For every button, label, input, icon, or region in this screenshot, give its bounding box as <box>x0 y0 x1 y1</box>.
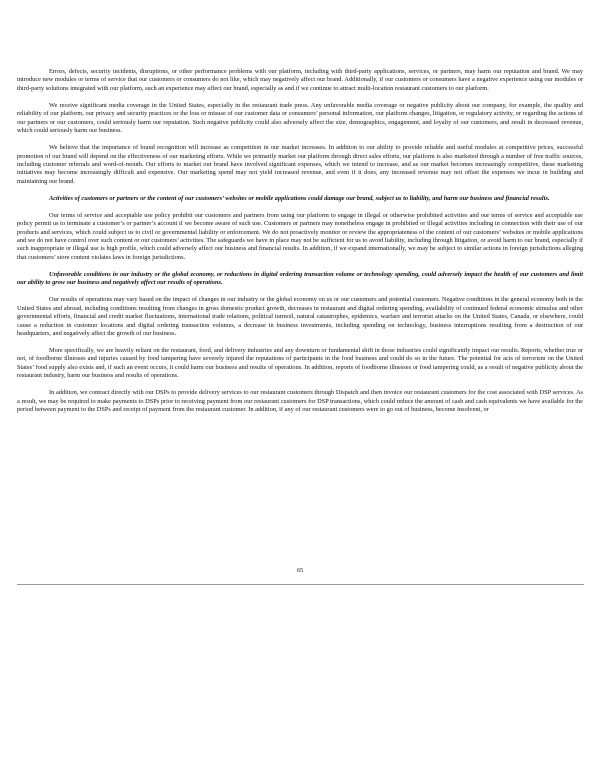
page-divider <box>17 584 584 585</box>
document-body <box>17 68 583 423</box>
section-heading-customer-activities: Activities of customers or partners or the content of our customers’ websites or mobile applications could damage our brand, subject us to liability, and harm our business and financial results. <box>49 194 550 202</box>
paragraph-errors-defects: Errors, defects, security incidents, disruptions, or other performance problems with our platform, including with third-party applications, services, or partners, may harm our reputation and brand. We may introduce new modules or terms of service that our customers or consumers do not like, which may negatively affect our brand. Additionally, if our customers or consumers have a negative experience using our modules or third-party solutions integrated with our platform, such an experience may affect our brand, especially as and if we continue to attract multi-location restaurant customers to our platform. <box>17 68 583 92</box>
section-heading-unfavorable-conditions: Unfavorable conditions in our industry or the global economy, or reductions in digital ordering transaction volume or technology spending, could adversely impact the health of our customers and limit our ability to grow our business and negatively affect our results of operations. <box>17 270 583 287</box>
paragraph-media-coverage: We receive significant media coverage in the United States, especially in the restaurant trade press. Any unfavorable media coverage or negative publicity about our company, for example, the quality and reliability of our platform, our privacy and security practices or the loss or misuse of our customer data or consumers’ personal information, our platform changes, litigation, or regulatory activity, or regarding the actions of our partners or our customers, could seriously harm our reputation. Such negative publicity could also adversely affect the size, demographics, engagement, and loyalty of our customers, and result in decreased revenue, which could seriously harm our business. <box>17 101 583 135</box>
paragraph-results-of-operations: Our results of operations may vary based on the impact of changes in our industry or the global economy on us or our customers and potential customers. Negative conditions in the general economy both in the United States and abroad, including conditions resulting from changes in gross domestic product growth, decreases in restaurant and digital ordering spending, availability of continued federal economic stimulus and other governmental efforts, financial and credit market fluctuations, international trade relations, political turmoil, natural catastrophes, epidemics, warfare and terrorist attacks on the United States, Canada, or elsewhere, could cause a reduction in customer locations and digital ordering transaction volumes, a decrease in business investments, including spending on technology, business interruptions resulting from a destruction of our headquarters, and negatively affect the growth of our business. <box>17 296 583 337</box>
paragraph-brand-recognition: We believe that the importance of brand recognition will increase as competition in our market increases. In addition to our ability to provide reliable and useful modules at competitive prices, successful promotion of our brand will depend on the effectiveness of our marketing efforts. While we primarily market our platform through direct sales efforts, our platform is also marketed through a number of free traffic sources, including customer referrals and word-of-mouth. Our efforts to market our brand have involved significant expenses, which we intend to increase, and as our market becomes increasingly competitive, these marketing initiatives may become increasingly difficult and expensive. Our marketing spend may not yield increased revenue, and even if it does, any increased revenue may not offset the expenses we incur in building and maintaining our brand. <box>17 144 583 185</box>
paragraph-terms-of-service: Our terms of service and acceptable use policy prohibit our customers and partners from using our platform to engage in illegal or otherwise prohibited activities and our terms of service and acceptable use policy permit us to terminate a customer’s or partner’s account if we become aware of such use. Customers or partners may nonetheless engage in prohibited or illegal activities including in connection with their use of our products and services, which could subject us to civil or governmental liability or enforcement. We do not proactively monitor or review the appropriateness of the content of our customers’ websites or mobile applications and we do not have control over such content or our customers’ activities. The safeguards we have in place may not be sufficient for us to avoid liability, including through litigation, or avoid harm to our brand, especially if such inappropriate or illegal use is high profile, which could adversely affect our business and financial results. In addition, if we expand internationally, we may be subject to similar actions in foreign jurisdictions alleging that customers’ store content violates laws in foreign jurisdictions. <box>17 211 583 261</box>
paragraph-dsp-contracts: In addition, we contract directly with our DSPs to provide delivery services to our restaurant customers through Dispatch and then invoice our restaurant customers for the cost associated with DSP services. As a result, we may be required to make payments to DSPs prior to receiving payment from our restaurant customers for DSP transactions, which could reduce the amount of cash and cash equivalents we have available for the period between payment to the DSPs and receipt of payment from the restaurant customer. In addition, if any of our restaurant customers were to go out of business, become insolvent, or <box>17 389 583 413</box>
page-number: 65 <box>296 567 304 574</box>
paragraph-industry-reliance: More specifically, we are heavily reliant on the restaurant, food, and delivery industries and any downturn or fundamental shift in those industries could significantly impact our results. Reports, whether true or not, of foodborne illnesses and injuries caused by food tampering have severely injured the reputations of participants in the food business and could do so in the future. The potential for acts of terrorism on the United States’ food supply also exists and, if such an event occurs, it could harm our business and results of operations. In addition, reports of foodborne illnesses or food tampering could, as a result of negative publicity about the restaurant industry, harm our business and results of operations. <box>17 346 583 380</box>
